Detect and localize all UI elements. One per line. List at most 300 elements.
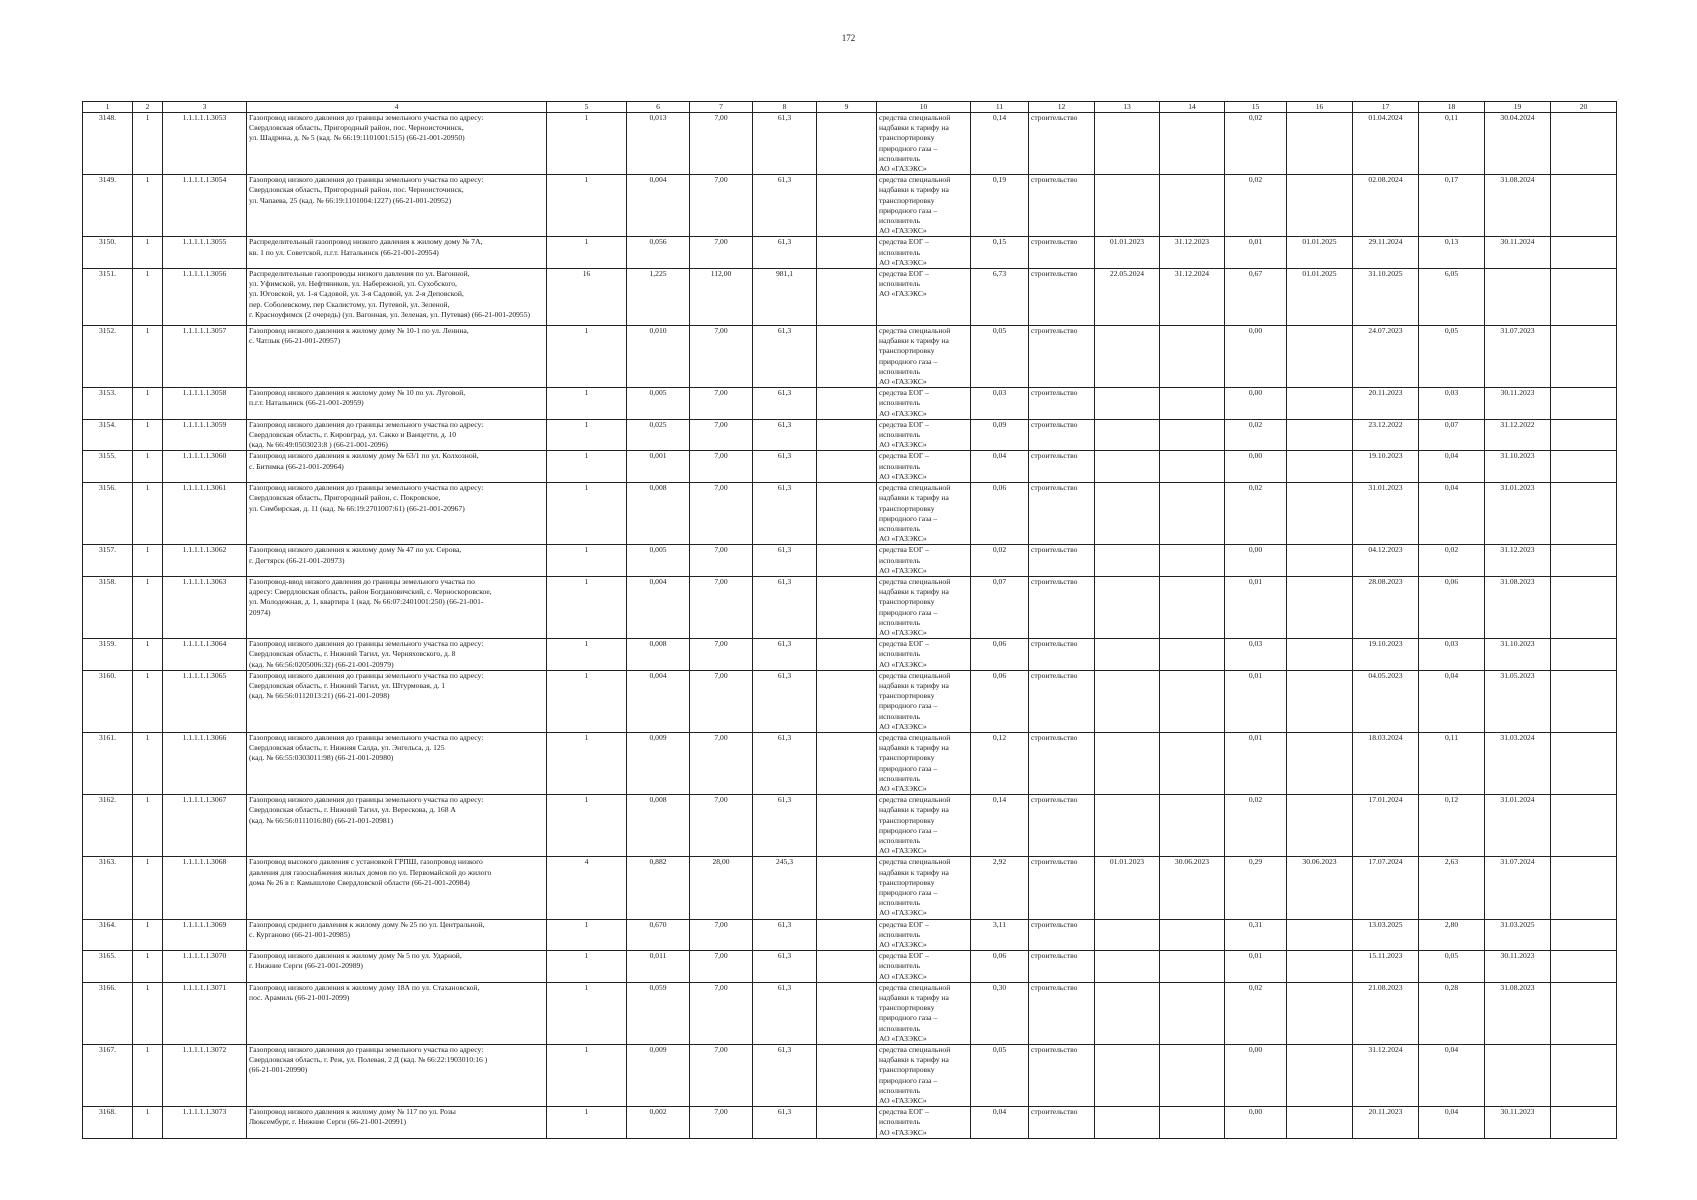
col-11-value: 0,14	[971, 795, 1029, 857]
project-code: 1.1.1.1.1.3069	[163, 919, 247, 951]
start-date	[1095, 670, 1160, 732]
col-2-value: 1	[133, 732, 163, 794]
col-20-value	[1551, 982, 1617, 1044]
table-row	[83, 1045, 1617, 1107]
start-date	[1095, 451, 1160, 483]
col-15-value: 0,02	[1225, 113, 1287, 175]
col-11-value: 0,09	[971, 419, 1029, 451]
col-17-date: 17.01.2024	[1353, 795, 1419, 857]
col-2-value: 1	[133, 419, 163, 451]
col-7-value: 7,00	[690, 237, 753, 269]
col-15-value: 0,00	[1225, 1107, 1287, 1139]
col-8-value: 61,3	[753, 483, 817, 545]
start-date	[1095, 388, 1160, 420]
col-20-value	[1551, 237, 1617, 269]
col-7-value: 7,00	[690, 732, 753, 794]
col-19-date: 30.11.2023	[1485, 388, 1551, 420]
table-row	[83, 269, 1617, 326]
col-6-value: 0,670	[627, 919, 690, 951]
project-code: 1.1.1.1.1.3057	[163, 326, 247, 388]
col-9-value	[817, 670, 877, 732]
col-8-value: 61,3	[753, 113, 817, 175]
project-code: 1.1.1.1.1.3054	[163, 175, 247, 237]
col-9-value	[817, 326, 877, 388]
col-7-value: 7,00	[690, 1045, 753, 1107]
col-5-value: 1	[547, 1045, 627, 1107]
col-11-value: 0,05	[971, 326, 1029, 388]
col-15-value: 0,01	[1225, 670, 1287, 732]
col-5-value: 1	[547, 326, 627, 388]
funding-source: средства ЕОГ – исполнитель АО «ГАЗЭКС»	[877, 951, 971, 983]
col-15-value: 0,03	[1225, 639, 1287, 671]
col-8-value: 245,3	[753, 857, 817, 919]
col-16-date	[1287, 919, 1353, 951]
col-6-value: 0,025	[627, 419, 690, 451]
col-2-value: 1	[133, 857, 163, 919]
col-7-value: 7,00	[690, 483, 753, 545]
col-7-value: 7,00	[690, 113, 753, 175]
col-18-value: 0,12	[1419, 795, 1485, 857]
work-type: строительство	[1029, 982, 1095, 1044]
project-description: Газопровод низкого давления до границы земельного участка по адресу: Свердловская область, г. Нижняя Салда, ул. Энгельса, д. 125 (кад. № 66:55:0303011:98) (66-21-001-20980)	[247, 732, 547, 794]
col-5-value: 1	[547, 1107, 627, 1139]
funding-source: средства специальной надбавки к тарифу на транспортировку природного газа – исполнитель АО «ГАЗЭКС»	[877, 175, 971, 237]
col-2-value: 1	[133, 982, 163, 1044]
col-9-value	[817, 576, 877, 638]
col-18-value: 0,04	[1419, 483, 1485, 545]
col-18-value: 2,80	[1419, 919, 1485, 951]
col-8-value: 61,3	[753, 670, 817, 732]
col-19-date: 31.01.2023	[1485, 483, 1551, 545]
col-19-date: 30.11.2023	[1485, 1107, 1551, 1139]
col-15-value: 0,02	[1225, 175, 1287, 237]
col-8-value: 61,3	[753, 732, 817, 794]
end-date	[1160, 982, 1225, 1044]
start-date	[1095, 113, 1160, 175]
end-date	[1160, 175, 1225, 237]
col-11-value: 6,73	[971, 269, 1029, 326]
table-row	[83, 795, 1617, 857]
funding-source: средства специальной надбавки к тарифу на транспортировку природного газа – исполнитель АО «ГАЗЭКС»	[877, 483, 971, 545]
table-row	[83, 237, 1617, 269]
col-5-value: 1	[547, 419, 627, 451]
work-type: строительство	[1029, 451, 1095, 483]
project-description: Газопровод низкого давления к жилому дому № 5 по ул. Ударной, г. Нижние Серги (66-21-001-20989)	[247, 951, 547, 983]
project-description: Газопровод-ввод низкого давления до границы земельного участка по адресу: Свердловская область, район Богдановичский, с. Черноскоровское, ул. Молодежная, д. 1, квартира 1 (кад. № 66:07:2401001:250) (66-21-001- 20974)	[247, 576, 547, 638]
end-date	[1160, 451, 1225, 483]
col-20-value	[1551, 483, 1617, 545]
project-code: 1.1.1.1.1.3063	[163, 576, 247, 638]
col-2-value: 1	[133, 576, 163, 638]
col-8-value: 981,1	[753, 269, 817, 326]
end-date	[1160, 326, 1225, 388]
table-row	[83, 732, 1617, 794]
col-2-value: 1	[133, 1045, 163, 1107]
col-5-value: 1	[547, 483, 627, 545]
work-type: строительство	[1029, 545, 1095, 577]
col-6-value: 0,013	[627, 113, 690, 175]
row-number: 3156.	[83, 483, 133, 545]
funding-source: средства ЕОГ – исполнитель АО «ГАЗЭКС»	[877, 639, 971, 671]
start-date	[1095, 1045, 1160, 1107]
project-description: Газопровод низкого давления к жилому дому № 47 по ул. Серова, г. Дегтярск (66-21-001-20973)	[247, 545, 547, 577]
col-20-value	[1551, 451, 1617, 483]
project-code: 1.1.1.1.1.3058	[163, 388, 247, 420]
column-header-20: 20	[1551, 102, 1617, 113]
col-6-value: 0,059	[627, 982, 690, 1044]
col-17-date: 20.11.2023	[1353, 388, 1419, 420]
col-7-value: 7,00	[690, 919, 753, 951]
col-16-date	[1287, 639, 1353, 671]
project-description: Распределительные газопроводы низкого давления по ул. Вагонной, ул. Уфимской, ул. Нефтяников, ул. Набережной, ул. Сухобского, ул. Юговской, ул. 1-я Садовой, ул. 3-я Садовой, ул. 2-я Деповской, пер. Соболевскому, пер Скалистому, ул. Путевой, ул. Зеленой, г. Красноуфимск (2 очередь) (ул. Вагонная, ул. Зеленая, ул. Путевая) (66-21-001-20955)	[247, 269, 547, 326]
column-header-15: 15	[1225, 102, 1287, 113]
funding-source: средства специальной надбавки к тарифу на транспортировку природного газа – исполнитель АО «ГАЗЭКС»	[877, 576, 971, 638]
row-number: 3163.	[83, 857, 133, 919]
end-date	[1160, 732, 1225, 794]
col-15-value: 0,02	[1225, 982, 1287, 1044]
end-date	[1160, 1107, 1225, 1139]
col-7-value: 7,00	[690, 388, 753, 420]
col-8-value: 61,3	[753, 451, 817, 483]
col-9-value	[817, 951, 877, 983]
col-15-value: 0,01	[1225, 951, 1287, 983]
col-5-value: 1	[547, 175, 627, 237]
col-17-date: 02.08.2024	[1353, 175, 1419, 237]
project-description: Газопровод низкого давления к жилому дому № 10-1 по ул. Ленина, с. Чатлык (66-21-001-20957)	[247, 326, 547, 388]
project-code: 1.1.1.1.1.3065	[163, 670, 247, 732]
start-date	[1095, 919, 1160, 951]
table-row	[83, 951, 1617, 983]
col-8-value: 61,3	[753, 1045, 817, 1107]
col-19-date: 31.03.2024	[1485, 732, 1551, 794]
start-date	[1095, 175, 1160, 237]
project-code: 1.1.1.1.1.3059	[163, 419, 247, 451]
table-row	[83, 639, 1617, 671]
row-number: 3162.	[83, 795, 133, 857]
work-type: строительство	[1029, 639, 1095, 671]
col-9-value	[817, 113, 877, 175]
column-header-17: 17	[1353, 102, 1419, 113]
col-17-date: 31.01.2023	[1353, 483, 1419, 545]
column-header-11: 11	[971, 102, 1029, 113]
work-type: строительство	[1029, 795, 1095, 857]
col-7-value: 7,00	[690, 982, 753, 1044]
start-date: 22.05.2024	[1095, 269, 1160, 326]
col-16-date	[1287, 419, 1353, 451]
col-2-value: 1	[133, 545, 163, 577]
table-row	[83, 483, 1617, 545]
col-2-value: 1	[133, 113, 163, 175]
col-2-value: 1	[133, 1107, 163, 1139]
column-header-9: 9	[817, 102, 877, 113]
col-5-value: 1	[547, 982, 627, 1044]
col-20-value	[1551, 639, 1617, 671]
col-5-value: 1	[547, 113, 627, 175]
column-header-19: 19	[1485, 102, 1551, 113]
col-6-value: 0,002	[627, 1107, 690, 1139]
col-7-value: 112,00	[690, 269, 753, 326]
col-9-value	[817, 639, 877, 671]
col-5-value: 1	[547, 919, 627, 951]
col-5-value: 16	[547, 269, 627, 326]
project-description: Газопровод низкого давления до границы земельного участка по адресу: Свердловская область, г. Кировград, ул. Сакко и Ванцетти, д. 10 (кад. № 66:49:0503023:8 ) (66-21-001-2096)	[247, 419, 547, 451]
col-16-date	[1287, 732, 1353, 794]
end-date	[1160, 795, 1225, 857]
col-9-value	[817, 1045, 877, 1107]
col-7-value: 7,00	[690, 175, 753, 237]
column-header-8: 8	[753, 102, 817, 113]
column-header-7: 7	[690, 102, 753, 113]
end-date: 30.06.2023	[1160, 857, 1225, 919]
col-7-value: 7,00	[690, 326, 753, 388]
col-8-value: 61,3	[753, 951, 817, 983]
col-7-value: 7,00	[690, 951, 753, 983]
project-code: 1.1.1.1.1.3066	[163, 732, 247, 794]
project-description: Газопровод низкого давления до границы земельного участка по адресу: Свердловская область, г. Нижний Тагил, ул. Верескова, д. 168 А (кад. № 66:56:0111016:80) (66-21-001-20981)	[247, 795, 547, 857]
col-20-value	[1551, 419, 1617, 451]
row-number: 3160.	[83, 670, 133, 732]
funding-source: средства специальной надбавки к тарифу на транспортировку природного газа – исполнитель АО «ГАЗЭКС»	[877, 326, 971, 388]
col-15-value: 0,01	[1225, 237, 1287, 269]
col-8-value: 61,3	[753, 919, 817, 951]
row-number: 3165.	[83, 951, 133, 983]
col-20-value	[1551, 113, 1617, 175]
column-header-14: 14	[1160, 102, 1225, 113]
col-17-date: 17.07.2024	[1353, 857, 1419, 919]
column-header-10: 10	[877, 102, 971, 113]
col-18-value: 0,07	[1419, 419, 1485, 451]
col-7-value: 7,00	[690, 639, 753, 671]
col-16-date	[1287, 795, 1353, 857]
row-number: 3164.	[83, 919, 133, 951]
project-code: 1.1.1.1.1.3064	[163, 639, 247, 671]
col-11-value: 0,19	[971, 175, 1029, 237]
col-5-value: 1	[547, 545, 627, 577]
col-16-date	[1287, 982, 1353, 1044]
start-date	[1095, 483, 1160, 545]
col-18-value: 0,03	[1419, 639, 1485, 671]
table-body	[83, 113, 1617, 1139]
col-17-date: 04.05.2023	[1353, 670, 1419, 732]
work-type: строительство	[1029, 670, 1095, 732]
col-8-value: 61,3	[753, 237, 817, 269]
col-8-value: 61,3	[753, 419, 817, 451]
project-description: Газопровод низкого давления до границы земельного участка по адресу: Свердловская область, Пригородный район, с. Покровское, ул. Симбирская, д. 11 (кад. № 66:19:2701007:61) (66-21-001-20967)	[247, 483, 547, 545]
work-type: строительство	[1029, 326, 1095, 388]
col-7-value: 7,00	[690, 1107, 753, 1139]
col-11-value: 2,92	[971, 857, 1029, 919]
col-8-value: 61,3	[753, 388, 817, 420]
col-20-value	[1551, 545, 1617, 577]
col-2-value: 1	[133, 670, 163, 732]
col-5-value: 1	[547, 732, 627, 794]
col-6-value: 0,005	[627, 545, 690, 577]
funding-source: средства ЕОГ – исполнитель АО «ГАЗЭКС»	[877, 1107, 971, 1139]
col-19-date: 31.07.2024	[1485, 857, 1551, 919]
end-date	[1160, 545, 1225, 577]
column-header-6: 6	[627, 102, 690, 113]
col-18-value: 0,05	[1419, 326, 1485, 388]
column-header-5: 5	[547, 102, 627, 113]
table-row	[83, 982, 1617, 1044]
col-9-value	[817, 419, 877, 451]
col-15-value: 0,00	[1225, 1045, 1287, 1107]
funding-source: средства ЕОГ – исполнитель АО «ГАЗЭКС»	[877, 545, 971, 577]
start-date: 01.01.2023	[1095, 857, 1160, 919]
col-17-date: 13.03.2025	[1353, 919, 1419, 951]
start-date	[1095, 951, 1160, 983]
funding-source: средства ЕОГ – исполнитель АО «ГАЗЭКС»	[877, 237, 971, 269]
col-18-value: 0,28	[1419, 982, 1485, 1044]
col-6-value: 1,225	[627, 269, 690, 326]
col-17-date: 15.11.2023	[1353, 951, 1419, 983]
col-19-date	[1485, 1045, 1551, 1107]
table-row	[83, 113, 1617, 175]
col-6-value: 0,056	[627, 237, 690, 269]
col-19-date: 31.03.2025	[1485, 919, 1551, 951]
col-20-value	[1551, 326, 1617, 388]
col-19-date: 30.04.2024	[1485, 113, 1551, 175]
end-date	[1160, 1045, 1225, 1107]
col-2-value: 1	[133, 951, 163, 983]
work-type: строительство	[1029, 175, 1095, 237]
work-type: строительство	[1029, 576, 1095, 638]
start-date	[1095, 732, 1160, 794]
col-8-value: 61,3	[753, 576, 817, 638]
col-15-value: 0,67	[1225, 269, 1287, 326]
col-18-value: 2,63	[1419, 857, 1485, 919]
col-17-date: 23.12.2022	[1353, 419, 1419, 451]
work-type: строительство	[1029, 113, 1095, 175]
col-2-value: 1	[133, 326, 163, 388]
project-description: Распределительный газопровод низкого давления к жилому дому № 7А, кв. 1 по ул. Советской, п.г.т. Натальинск (66-21-001-20954)	[247, 237, 547, 269]
col-11-value: 3,11	[971, 919, 1029, 951]
col-2-value: 1	[133, 639, 163, 671]
col-5-value: 1	[547, 639, 627, 671]
col-17-date: 04.12.2023	[1353, 545, 1419, 577]
col-15-value: 0,00	[1225, 388, 1287, 420]
col-6-value: 0,011	[627, 951, 690, 983]
col-5-value: 1	[547, 576, 627, 638]
page-number: 172	[841, 33, 856, 43]
col-19-date: 31.08.2024	[1485, 175, 1551, 237]
col-9-value	[817, 857, 877, 919]
row-number: 3155.	[83, 451, 133, 483]
col-15-value: 0,02	[1225, 419, 1287, 451]
col-11-value: 0,06	[971, 639, 1029, 671]
col-20-value	[1551, 175, 1617, 237]
row-number: 3148.	[83, 113, 133, 175]
column-header-18: 18	[1419, 102, 1485, 113]
col-19-date: 31.12.2023	[1485, 545, 1551, 577]
project-code: 1.1.1.1.1.3061	[163, 483, 247, 545]
col-15-value: 0,31	[1225, 919, 1287, 951]
project-description: Газопровод высокого давления с установкой ГРПШ, газопровод низкого давления для газоснабжения жилых домов по ул. Первомайской до жилого дома № 26 в г. Камышлове Свердловской области (66-21-001-20984)	[247, 857, 547, 919]
column-number-row	[83, 102, 1617, 113]
table-row	[83, 175, 1617, 237]
column-header-2: 2	[133, 102, 163, 113]
project-code: 1.1.1.1.1.3068	[163, 857, 247, 919]
start-date	[1095, 576, 1160, 638]
work-type: строительство	[1029, 237, 1095, 269]
row-number: 3152.	[83, 326, 133, 388]
row-number: 3150.	[83, 237, 133, 269]
row-number: 3168.	[83, 1107, 133, 1139]
col-17-date: 28.08.2023	[1353, 576, 1419, 638]
col-8-value: 61,3	[753, 1107, 817, 1139]
col-16-date	[1287, 326, 1353, 388]
col-9-value	[817, 451, 877, 483]
column-header-3: 3	[163, 102, 247, 113]
project-code: 1.1.1.1.1.3055	[163, 237, 247, 269]
col-15-value: 0,00	[1225, 545, 1287, 577]
col-16-date	[1287, 545, 1353, 577]
col-17-date: 29.11.2024	[1353, 237, 1419, 269]
col-9-value	[817, 175, 877, 237]
start-date	[1095, 639, 1160, 671]
col-20-value	[1551, 388, 1617, 420]
funding-source: средства ЕОГ – исполнитель АО «ГАЗЭКС»	[877, 419, 971, 451]
col-11-value: 0,05	[971, 1045, 1029, 1107]
col-6-value: 0,882	[627, 857, 690, 919]
col-17-date: 24.07.2023	[1353, 326, 1419, 388]
col-16-date	[1287, 576, 1353, 638]
col-8-value: 61,3	[753, 795, 817, 857]
row-number: 3159.	[83, 639, 133, 671]
col-6-value: 0,008	[627, 639, 690, 671]
end-date	[1160, 670, 1225, 732]
col-20-value	[1551, 795, 1617, 857]
row-number: 3157.	[83, 545, 133, 577]
col-6-value: 0,009	[627, 1045, 690, 1107]
col-20-value	[1551, 1107, 1617, 1139]
funding-source: средства ЕОГ – исполнитель АО «ГАЗЭКС»	[877, 919, 971, 951]
table-row	[83, 1107, 1617, 1139]
col-11-value: 0,06	[971, 483, 1029, 545]
col-6-value: 0,001	[627, 451, 690, 483]
row-number: 3158.	[83, 576, 133, 638]
col-7-value: 7,00	[690, 451, 753, 483]
project-description: Газопровод низкого давления к жилому дому № 10 по ул. Луговой, п.г.т. Натальинск (66-21-001-20959)	[247, 388, 547, 420]
col-9-value	[817, 388, 877, 420]
project-description: Газопровод среднего давления к жилому дому № 25 по ул. Центральной, с. Курганово (66-21-001-20985)	[247, 919, 547, 951]
col-15-value: 0,00	[1225, 326, 1287, 388]
col-19-date	[1485, 269, 1551, 326]
col-15-value: 0,00	[1225, 451, 1287, 483]
col-18-value: 0,04	[1419, 1045, 1485, 1107]
project-description: Газопровод низкого давления к жилому дому № 117 по ул. Розы Люксембург, г. Нижние Серги (66-21-001-20991)	[247, 1107, 547, 1139]
col-2-value: 1	[133, 795, 163, 857]
column-header-12: 12	[1029, 102, 1095, 113]
col-18-value: 0,05	[1419, 951, 1485, 983]
col-20-value	[1551, 269, 1617, 326]
work-type: строительство	[1029, 1045, 1095, 1107]
col-9-value	[817, 269, 877, 326]
col-8-value: 61,3	[753, 639, 817, 671]
col-11-value: 0,06	[971, 951, 1029, 983]
col-2-value: 1	[133, 451, 163, 483]
column-header-4: 4	[247, 102, 547, 113]
start-date	[1095, 326, 1160, 388]
col-18-value: 0,17	[1419, 175, 1485, 237]
col-11-value: 0,12	[971, 732, 1029, 794]
funding-source: средства ЕОГ – исполнитель АО «ГАЗЭКС»	[877, 388, 971, 420]
col-9-value	[817, 732, 877, 794]
col-8-value: 61,3	[753, 982, 817, 1044]
row-number: 3166.	[83, 982, 133, 1044]
work-type: строительство	[1029, 269, 1095, 326]
table-row	[83, 326, 1617, 388]
